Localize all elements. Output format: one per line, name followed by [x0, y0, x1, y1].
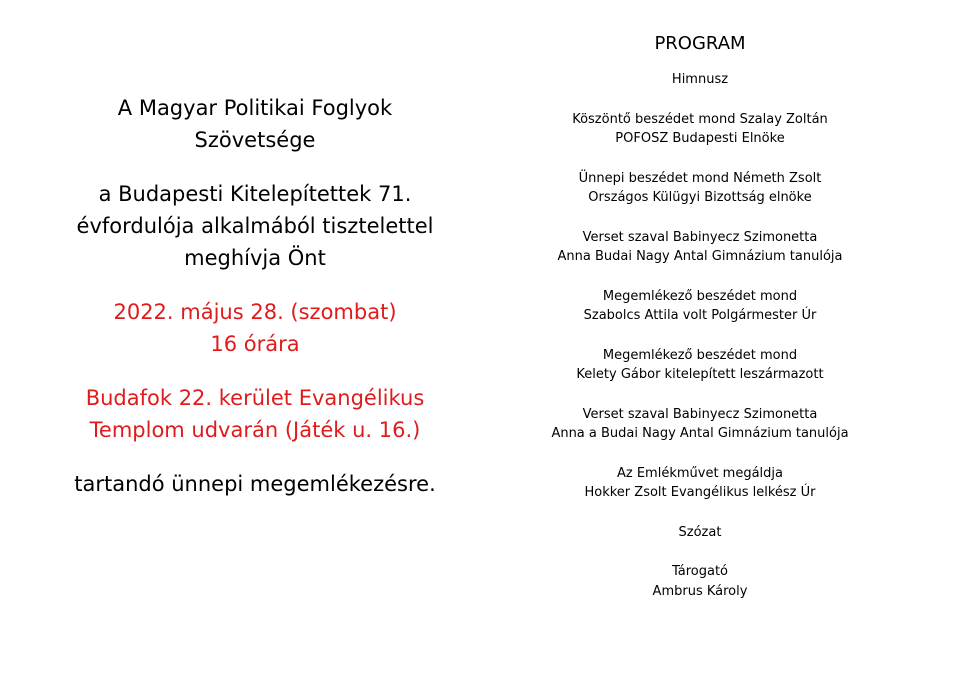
program-item-line-2: Szabolcs Attila volt Polgármester Úr — [583, 308, 817, 323]
program-title: PROGRAM — [654, 33, 746, 54]
program-item — [540, 110, 860, 149]
program-item — [540, 346, 860, 385]
program-item-line-2: Országos Külügyi Bizottság elnöke — [588, 190, 812, 205]
invitation-text — [40, 92, 470, 500]
program-item — [540, 70, 860, 90]
program-item-line-1: Megemlékező beszédet mond — [602, 288, 798, 304]
program-item — [540, 464, 860, 503]
program-item — [540, 169, 860, 208]
occasion — [40, 178, 470, 274]
program-item-line-1: Az Emlékművet megáldja — [616, 465, 783, 481]
program-item-line-1: Verset szaval Babinyecz Szimonetta — [582, 406, 818, 422]
program-item-line-1: Köszöntő beszédet mond Szalay Zoltán — [572, 111, 828, 127]
program-item-line-1: Szózat — [678, 524, 722, 540]
program-item-line-2: Hokker Zsolt Evangélikus lelkész Úr — [584, 485, 816, 500]
program-item-line-1: Ünnepi beszédet mond Németh Zsolt — [578, 170, 822, 186]
program-item-line-2: Kelety Gábor kitelepített leszármazott — [576, 367, 824, 382]
date-line-1: 2022. május 28. (szombat) — [113, 300, 397, 324]
event-date — [40, 296, 470, 360]
program-item-line-1: Verset szaval Babinyecz Szimonetta — [582, 229, 818, 245]
program-item-line-1: Himnusz — [671, 72, 729, 87]
organizer — [40, 92, 470, 156]
venue-line-1: Budafok 22. kerület Evangélikus — [85, 386, 425, 410]
occasion-line-1: a Budapesti Kitelepítettek 71. — [98, 182, 412, 206]
program-item — [540, 523, 860, 543]
occasion-line-2: évfordulója alkalmából tisztelettel — [76, 214, 434, 238]
program-item — [540, 287, 860, 326]
program-item-line-2: Anna a Budai Nagy Antal Gimnázium tanulója — [551, 426, 849, 441]
occasion-line-3: meghívja Önt — [184, 246, 326, 270]
program-item-line-2: Ambrus Károly — [652, 583, 748, 599]
program-item-line-1: Tárogató — [671, 564, 729, 579]
program-item-line-2: POFOSZ Budapesti Elnöke — [615, 131, 785, 146]
program-list — [540, 32, 860, 621]
closing-text — [40, 468, 470, 500]
closing-line: tartandó ünnepi megemlékezésre. — [74, 472, 436, 496]
event-venue — [40, 382, 470, 446]
date-line-2: 16 órára — [210, 332, 300, 356]
program-item — [540, 405, 860, 444]
organizer-line-1: A Magyar Politikai Foglyok — [117, 96, 393, 120]
program-item — [540, 562, 860, 601]
program-item-line-2: Anna Budai Nagy Antal Gimnázium tanulója — [557, 249, 843, 264]
program-item-line-1: Megemlékező beszédet mond — [602, 347, 798, 363]
venue-line-2: Templom udvarán (Játék u. 16.) — [89, 418, 421, 442]
program-item — [540, 228, 860, 267]
organizer-line-2: Szövetsége — [194, 128, 316, 152]
